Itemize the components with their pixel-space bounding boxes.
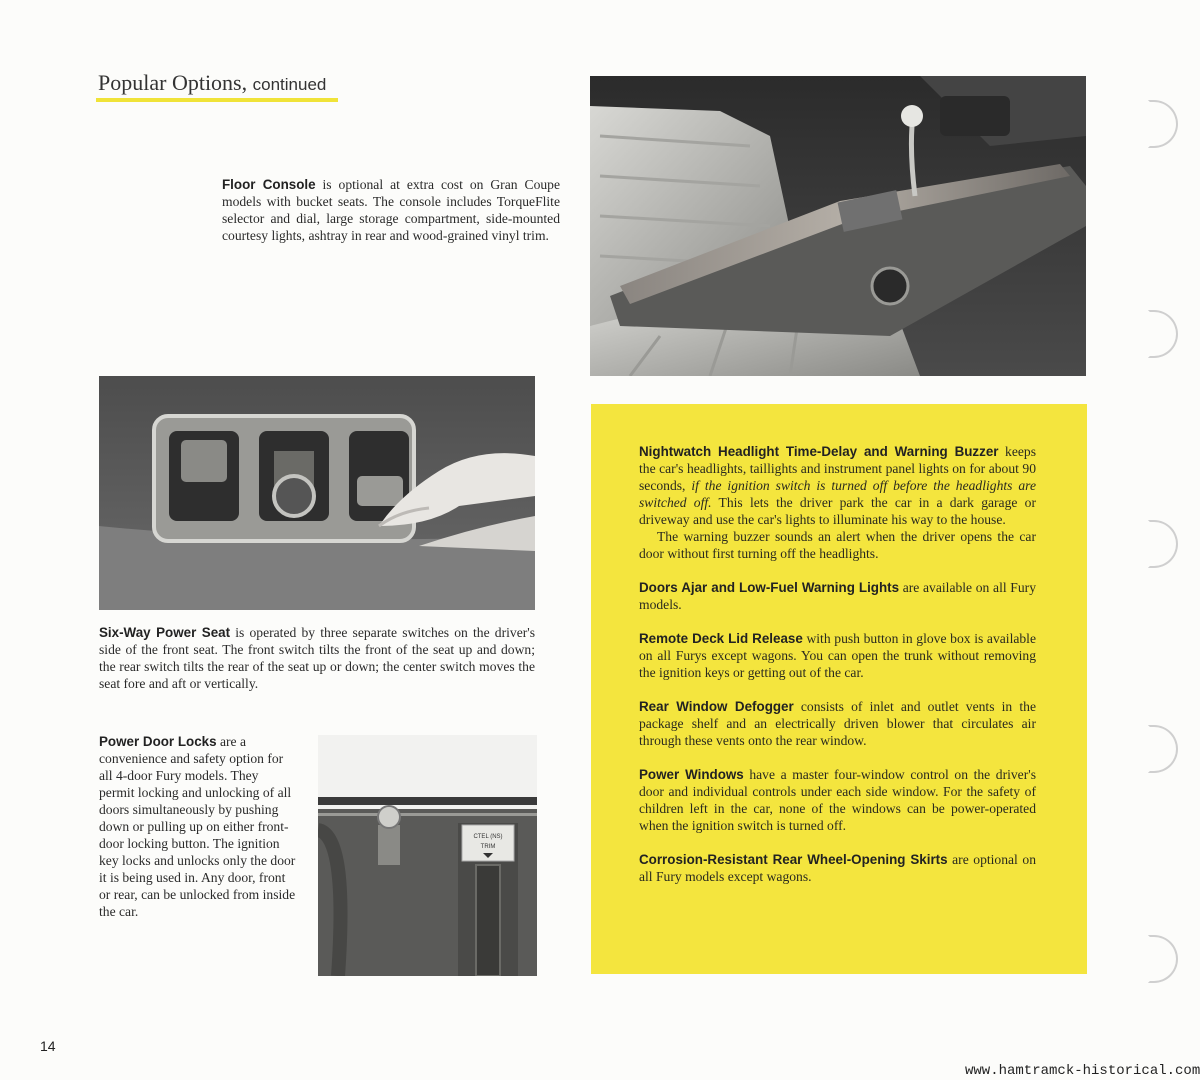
skirts-paragraph — [639, 851, 1036, 885]
power-door-locks-heading: Power Door Locks — [99, 734, 217, 749]
six-way-seat-heading: Six-Way Power Seat — [99, 625, 231, 640]
binder-ring-icon — [1148, 310, 1178, 358]
six-way-seat-text: is operated by three separate switches on the driver's side of the front seat. The front switch tilts the front of the seat up and down; the rear switch tilts the rear of the seat up or down; the center switch moves the seat fore and aft or vertically. — [99, 625, 535, 691]
warning-buzzer-paragraph: The warning buzzer sounds an alert when the driver opens the car door without first turning off the headlights. — [639, 529, 1036, 561]
door-lock-photo — [318, 735, 537, 976]
nightwatch-paragraph — [639, 443, 1036, 528]
remote-deck-paragraph — [639, 630, 1036, 681]
defogger-heading: Rear Window Defogger — [639, 699, 794, 714]
binder-ring-icon — [1148, 725, 1178, 773]
page-number: 14 — [40, 1038, 56, 1054]
doors-ajar-paragraph — [639, 579, 1036, 613]
page-title-main: Popular Options, — [98, 70, 248, 95]
nightwatch-italic: if the ignition switch is turned off before the headlights are switched off. — [639, 478, 1036, 510]
nightwatch-text-2: This lets the driver park the car in a dark garage or driveway and use the car's lights to illuminate his way to the house. — [639, 495, 1036, 527]
power-windows-paragraph — [639, 766, 1036, 834]
doors-ajar-text: are available on all Fury models. — [639, 580, 1036, 612]
defogger-paragraph — [639, 698, 1036, 749]
floor-console-paragraph — [222, 176, 560, 244]
power-door-locks-paragraph — [99, 733, 296, 920]
skirts-text: are optional on all Fury models except wagons. — [639, 852, 1036, 884]
door-lock-label-line1: CTEL (NS) — [473, 834, 503, 840]
options-panel-text — [639, 443, 1036, 885]
skirts-heading: Corrosion-Resistant Rear Wheel-Opening Skirts — [639, 852, 948, 867]
power-windows-heading: Power Windows — [639, 767, 744, 782]
watermark: www.hamtramck-historical.com — [965, 1063, 1200, 1079]
floor-console-photo — [590, 76, 1086, 376]
floor-console-text: is optional at extra cost on Gran Coupe models with bucket seats. The console includes TorqueFlite selector and dial, large storage compartment, side-mounted courtesy lights, ashtray in rear and wood-grained vinyl trim. — [222, 177, 560, 243]
binder-ring-icon — [1148, 100, 1178, 148]
remote-deck-text: with push button in glove box is available on all Furys except wagons. You can open the trunk without removing the ignition keys or getting out of the car. — [639, 631, 1036, 680]
page-title — [98, 70, 326, 96]
six-way-seat-paragraph — [99, 624, 535, 692]
floor-console-illustration — [590, 76, 1086, 376]
door-lock-label-line2: TRIM — [480, 844, 496, 850]
power-door-locks-text: are a convenience and safety option for all 4-door Fury models. They permit locking and unlocking of all doors simultaneously by pushing down or pulling up on either front-door locking button. The ignition key locks and unlocks only the door it is being used in. Any door, front or rear, can be unlocked from inside the car. — [99, 734, 296, 919]
nightwatch-text-1: keeps the car's headlights, taillights and instrument panel lights on for about 90 seconds, — [639, 444, 1037, 493]
defogger-text: consists of inlet and outlet vents in the package shelf and an electrically driven blower that circulates air through these vents onto the rear window. — [639, 699, 1037, 748]
header-underline — [96, 98, 338, 102]
floor-console-heading: Floor Console — [222, 177, 316, 192]
power-windows-text: have a master four-window control on the driver's door and individual controls under each side window. For the safety of children left in the car, none of the windows can be power-operated when the ignition switch is turned off. — [639, 767, 1036, 833]
nightwatch-heading: Nightwatch Headlight Time-Delay and Warning Buzzer — [639, 444, 999, 459]
page-title-continued: continued — [252, 75, 327, 94]
power-seat-switches-illustration — [99, 376, 535, 610]
doors-ajar-heading: Doors Ajar and Low-Fuel Warning Lights — [639, 580, 900, 595]
power-seat-photo — [99, 376, 535, 610]
remote-deck-heading: Remote Deck Lid Release — [639, 631, 803, 646]
binder-ring-icon — [1148, 520, 1178, 568]
binder-ring-icon — [1148, 935, 1178, 983]
door-lock-illustration — [318, 735, 537, 976]
